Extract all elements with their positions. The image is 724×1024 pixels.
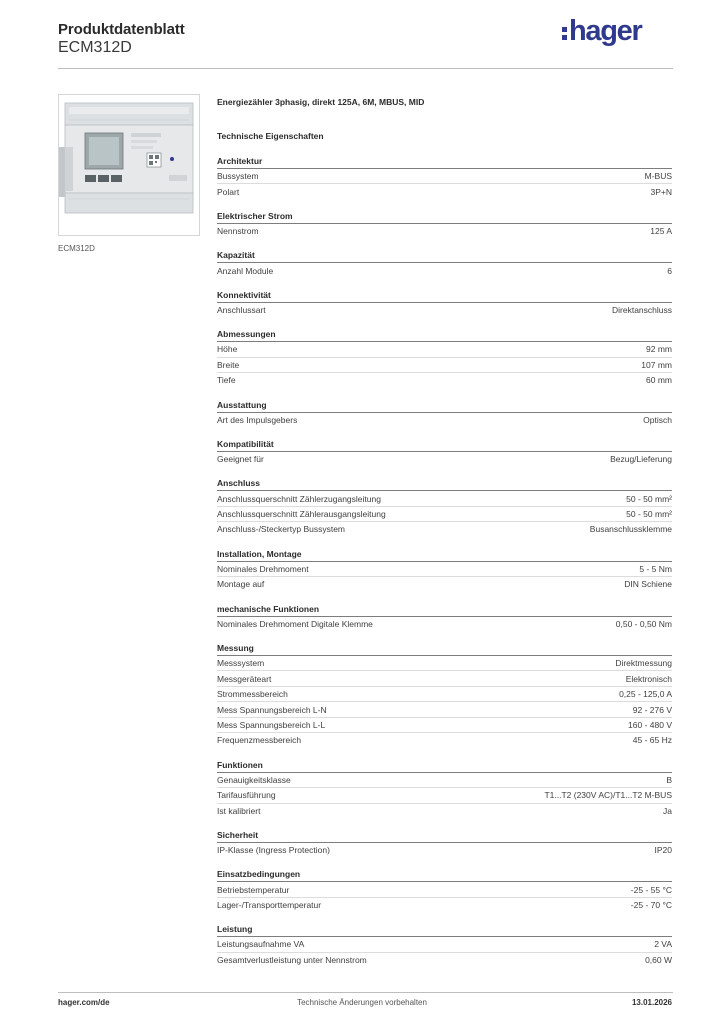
spec-section [217,289,672,317]
image-caption: ECM312D [58,244,95,253]
spec-label: Nominales Drehmoment [217,563,309,574]
footer-website-link[interactable]: hager.com/de [58,998,110,1007]
spec-value: 0,60 W [645,954,672,965]
spec-label: Messsystem [217,658,265,669]
spec-label: Nennstrom [217,226,259,237]
spec-label: Messgeräteart [217,673,272,684]
spec-section [217,438,672,466]
spec-label: Art des Impulsgebers [217,414,298,425]
spec-value: Bezug/Lieferung [610,454,672,465]
spec-section [217,328,672,387]
spec-section [217,210,672,238]
spec-row [217,937,672,952]
spec-row [217,953,672,967]
spec-label: Ist kalibriert [217,805,261,816]
spec-row [217,169,672,184]
spec-section [217,548,672,592]
footer-date: 13.01.2026 [631,998,672,1007]
spec-label: Geeignet für [217,454,264,465]
spec-row [217,656,672,671]
section-title: Kompatibilität [217,438,672,452]
spec-rows [217,263,672,277]
spec-row [217,788,672,803]
spec-label: Genauigkeitsklasse [217,774,291,785]
spec-section [217,642,672,748]
spec-row [217,263,672,277]
spec-label: Anschlussquerschnitt Zählerausgangsleitung [217,509,386,520]
spec-row [217,491,672,506]
spec-label: Nominales Drehmoment Digitale Klemme [217,618,373,629]
spec-value: 92 mm [646,344,672,355]
spec-row [217,562,672,577]
spec-value: Elektronisch [625,673,672,684]
section-title: Kapazität [217,249,672,263]
device-button-2 [98,175,109,182]
spec-row [217,843,672,857]
spec-value: 0,50 - 0,50 Nm [615,618,672,629]
spec-rows [217,452,672,466]
spec-label: Anzahl Module [217,265,274,276]
spec-rows [217,224,672,238]
spec-row [217,507,672,522]
section-title: Ausstattung [217,399,672,413]
spec-row [217,898,672,912]
spec-row [217,617,672,631]
spec-value: 5 - 5 Nm [639,563,672,574]
spec-value: M-BUS [644,171,672,182]
spec-row [217,577,672,591]
spec-value: 6 [667,265,672,276]
spec-rows [217,937,672,967]
spec-row [217,342,672,357]
spec-row [217,882,672,897]
spec-label: Anschluss-/Steckertyp Bussystem [217,524,346,535]
spec-section [217,923,672,967]
spec-label: Tiefe [217,375,236,386]
section-title: Elektrischer Strom [217,210,672,224]
spec-value: DIN Schiene [624,579,672,590]
section-title: Abmessungen [217,328,672,342]
spec-rows [217,882,672,912]
footer-divider [58,992,673,993]
spec-label: Mess Spannungsbereich L-L [217,719,326,730]
section-title: Sicherheit [217,829,672,843]
spec-label: IP-Klasse (Ingress Protection) [217,845,330,856]
section-title: Funktionen [217,759,672,773]
spec-section [217,603,672,631]
spec-rows [217,342,672,387]
spec-row [217,733,672,747]
spec-value: 160 - 480 V [628,719,672,730]
hager-logo [562,15,656,47]
logo-dots-icon [562,27,567,40]
spec-value: T1...T2 (230V AC)/T1...T2 M-BUS [544,790,672,801]
spec-rows [217,773,672,818]
spec-row [217,303,672,317]
section-title: Anschluss [217,477,672,491]
section-title: Einsatzbedingungen [217,868,672,882]
spec-value: -25 - 55 °C [630,884,672,895]
spec-row [217,452,672,466]
spec-value: 3P+N [650,186,672,197]
spec-row [217,358,672,373]
spec-label: Strommessbereich [217,689,288,700]
spec-section [217,399,672,427]
spec-label: Höhe [217,344,238,355]
spec-row [217,687,672,702]
spec-rows [217,303,672,317]
spec-value: 107 mm [641,359,672,370]
product-description: Energiezähler 3phasig, direkt 125A, 6M, MBUS, MID [217,97,425,107]
spec-label: Polart [217,186,240,197]
footer-disclaimer: Technische Änderungen vorbehalten [297,998,427,1007]
spec-row [217,224,672,238]
spec-label: Leistungsaufnahme VA [217,939,305,950]
spec-row [217,671,672,686]
spec-value: Ja [663,805,672,816]
spec-label: Gesamtverlustleistung unter Nennstrom [217,954,367,965]
spec-label: Anschlussquerschnitt Zählerzugangsleitung [217,493,381,504]
spec-value: 60 mm [646,375,672,386]
section-title: Architektur [217,155,672,169]
section-title: Installation, Montage [217,548,672,562]
spec-label: Tarifausführung [217,790,276,801]
spec-label: Breite [217,359,240,370]
spec-value: Direktmessung [615,658,672,669]
section-title: Leistung [217,923,672,937]
spec-value: B [666,774,672,785]
spec-value: 50 - 50 mm² [626,493,672,504]
spec-section [217,249,672,277]
spec-rows [217,491,672,536]
spec-section [217,868,672,912]
spec-row [217,184,672,198]
product-image [58,94,200,236]
spec-value: 50 - 50 mm² [626,509,672,520]
spec-value: Busanschlussklemme [589,524,672,535]
spec-rows [217,617,672,631]
spec-row [217,773,672,788]
spec-value: Optisch [643,414,672,425]
spec-value: 125 A [650,226,672,237]
spec-rows [217,843,672,857]
energy-meter-image [59,95,199,235]
spec-row [217,522,672,536]
spec-rows [217,413,672,427]
device-button-1 [85,175,96,182]
header-divider [58,68,673,69]
document-title: Produktdatenblatt [58,21,185,38]
spec-sections [217,155,672,967]
spec-label: Frequenzmessbereich [217,735,302,746]
spec-value: Direktanschluss [612,304,672,315]
spec-rows [217,562,672,592]
spec-value: 2 VA [654,939,672,950]
section-title: Messung [217,642,672,656]
spec-label: Anschlussart [217,304,266,315]
section-title: Konnektivität [217,289,672,303]
spec-section [217,477,672,536]
spec-label: Montage auf [217,579,265,590]
tech-properties-heading: Technische Eigenschaften [217,131,324,141]
spec-rows [217,169,672,199]
spec-row [217,804,672,818]
device-button-3 [111,175,122,182]
spec-value: 45 - 65 Hz [632,735,672,746]
spec-value: 92 - 276 V [632,704,672,715]
product-code: ECM312D [58,39,132,56]
spec-row [217,702,672,717]
logo-text: hager [569,14,642,47]
spec-value: IP20 [654,845,672,856]
spec-value: 0,25 - 125,0 A [619,689,672,700]
spec-label: Lager-/Transporttemperatur [217,900,322,911]
spec-row [217,373,672,387]
spec-section [217,759,672,818]
spec-label: Betriebstemperatur [217,884,290,895]
spec-row [217,413,672,427]
spec-section [217,829,672,857]
spec-label: Bussystem [217,171,259,182]
spec-rows [217,656,672,748]
spec-value: -25 - 70 °C [630,900,672,911]
spec-content [217,96,672,967]
spec-row [217,718,672,733]
spec-label: Mess Spannungsbereich L-N [217,704,327,715]
spec-section [217,155,672,199]
section-title: mechanische Funktionen [217,603,672,617]
